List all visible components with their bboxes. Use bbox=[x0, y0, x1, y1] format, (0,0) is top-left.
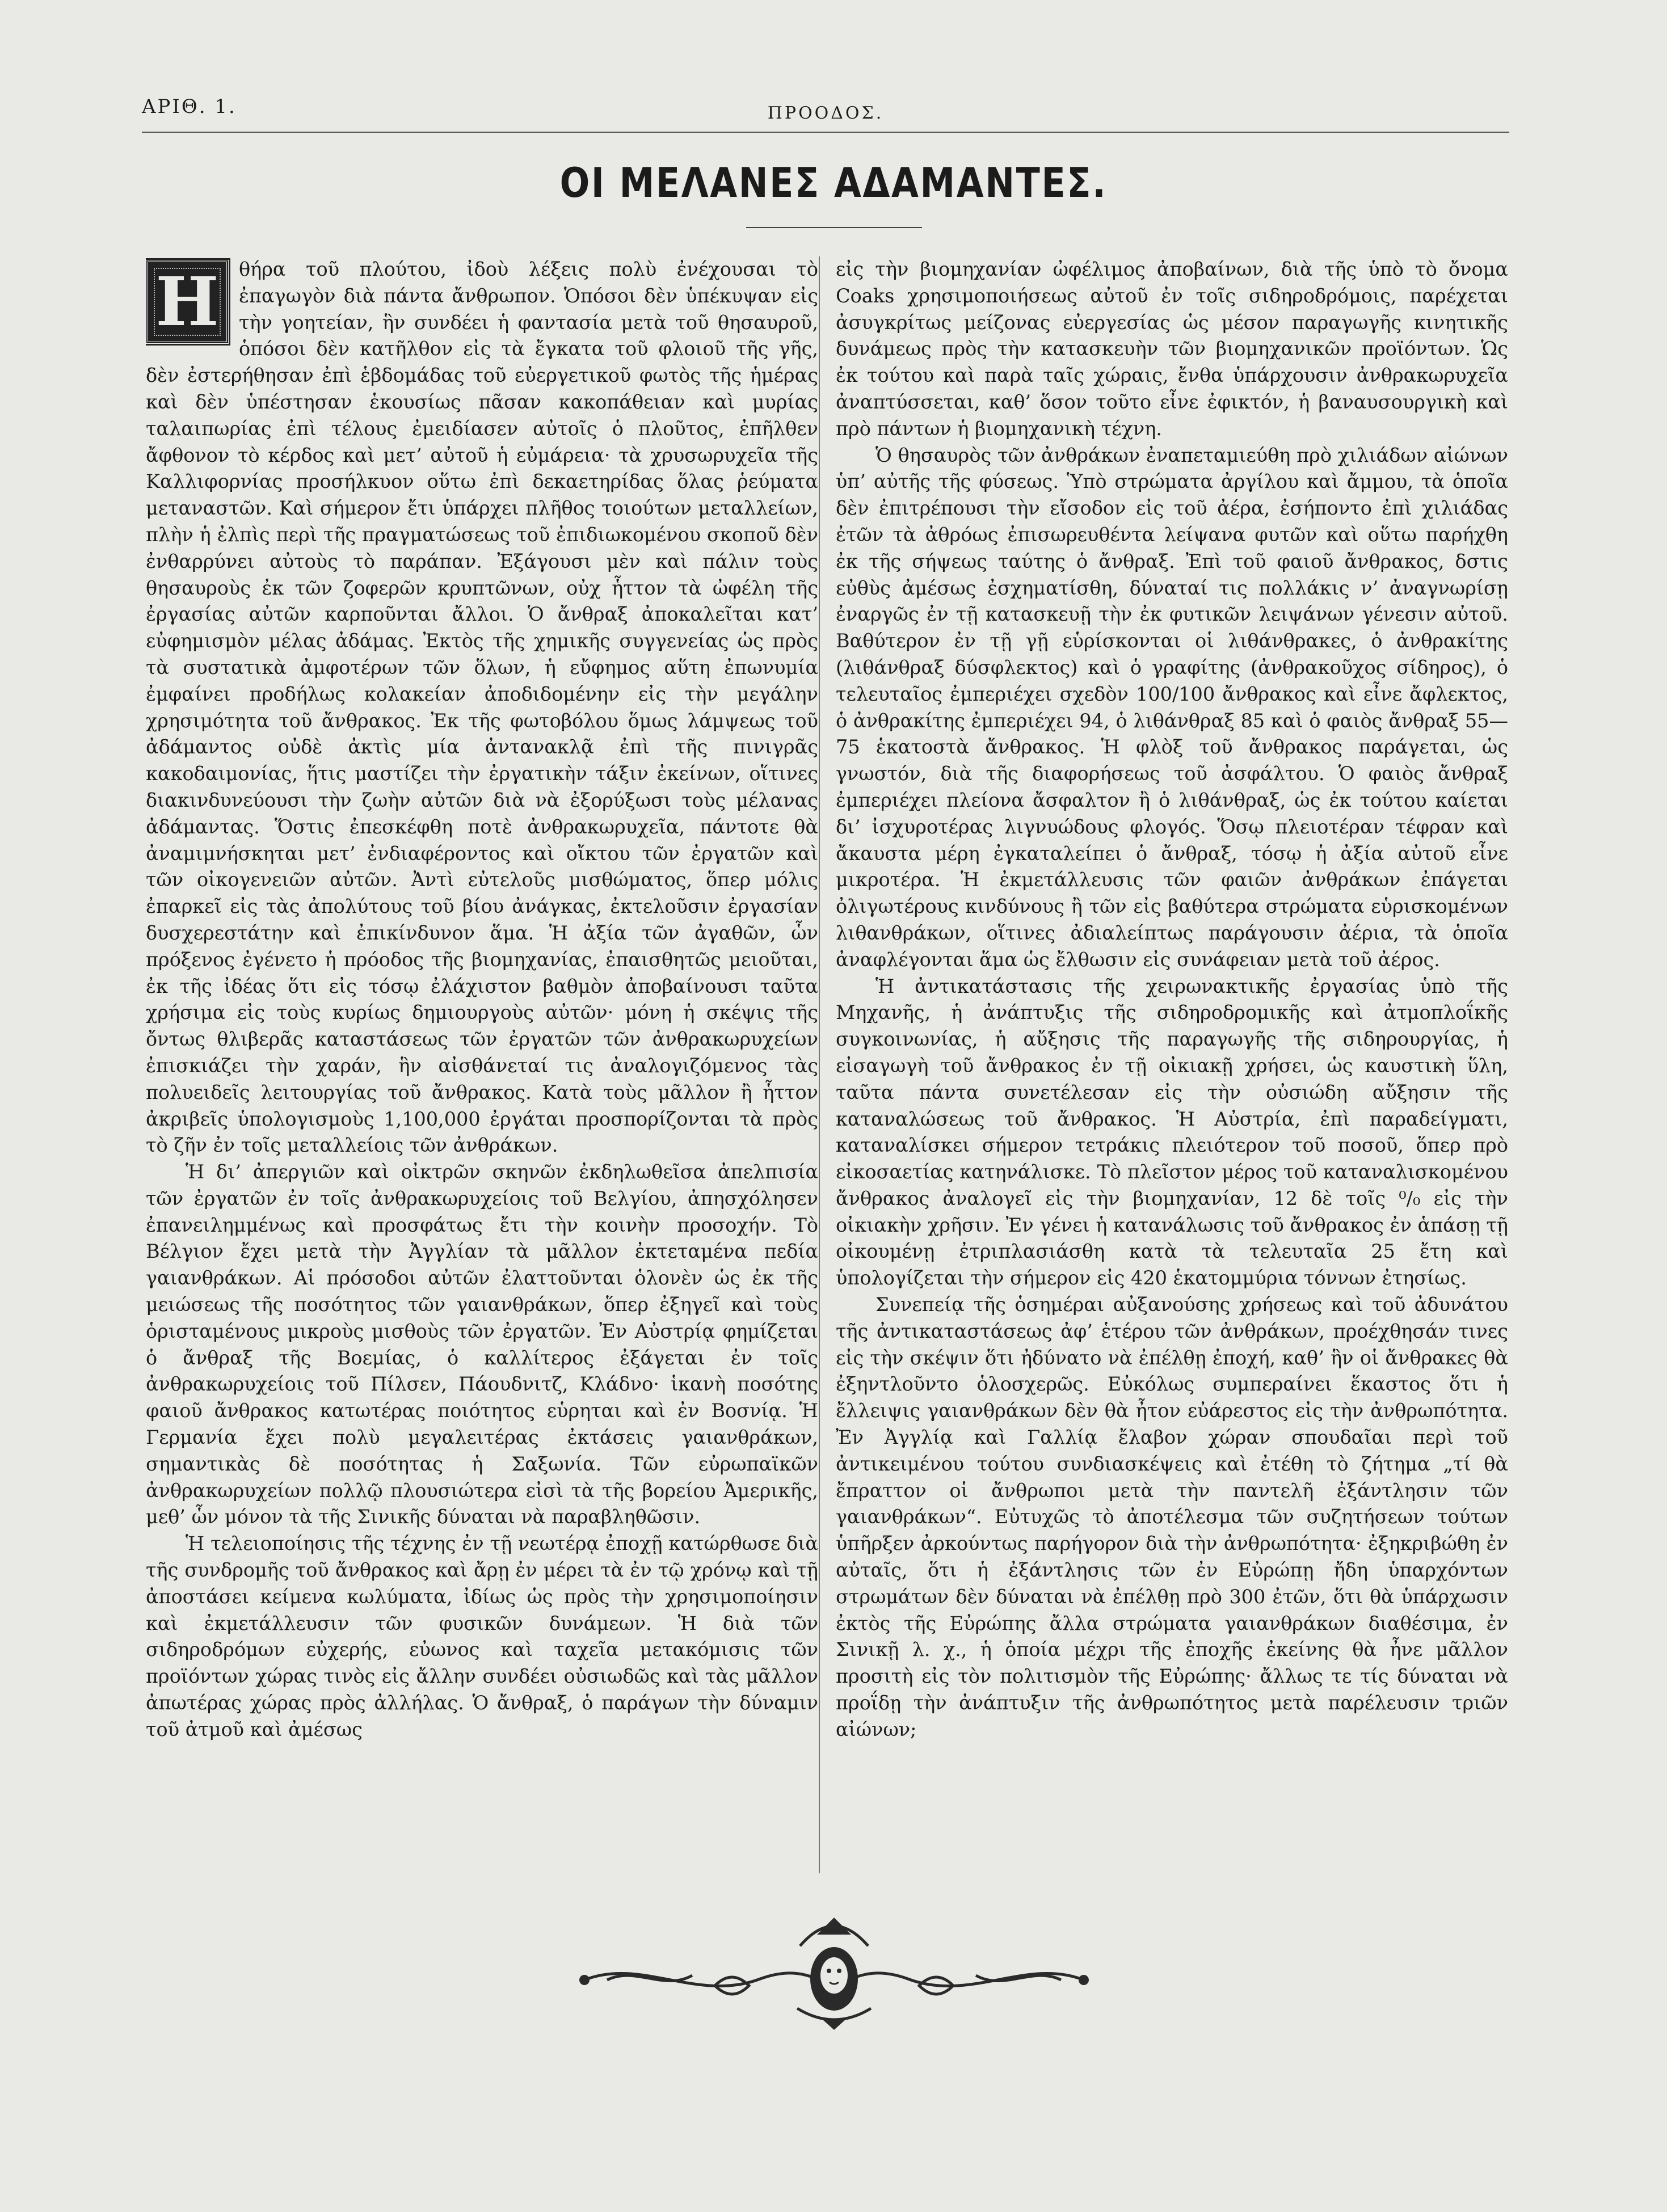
page-header bbox=[142, 84, 1509, 129]
running-head: ΠΡΟΟΔΟΣ. bbox=[767, 103, 884, 123]
left-paragraph-1-text: θήρα τοῦ πλούτου, ἰδοὺ λέξεις πολὺ ἐνέχουσαι τὸ ἐπαγωγὸν διὰ πάντα ἄνθρωπον. Ὁπόσοι δὲν ὑπέκυψαν εἰς τὴν γοητείαν, ἣν συνδέει ἡ φαντασία μετὰ τοῦ θησαυροῦ, ὁπόσοι δὲν κατῆλθον εἰς τὰ ἔγκατα τοῦ φλοιοῦ τῆς γῆς, δὲν ἐστερήθησαν ἐπὶ ἑβδομάδας τοῦ εὐεργετικοῦ φωτὸς τῆς ἡμέρας καὶ δὲν ὑπέστησαν ἑκουσίως πᾶσαν κακοπάθειαν καὶ μυρίας ταλαιπωρίας ἐπὶ τέλους ἐμειδίασεν αὐτοῖς ὁ πλοῦτος, ἐπῆλθεν ἄφθονον τὸ κέρδος καὶ μετ’ αὐτοῦ ἡ εὐμάρεια· τὰ χρυσωρυχεῖα τῆς Καλλιφορνίας προσήλκυον οὕτω ἐπὶ δεκαετηρίδας ὅλας ῥεύματα μεταναστῶν. Καὶ σήμερον ἔτι ὑπάρχει πλῆθος τοιούτων μεταλλείων, πλὴν ἡ ἐλπὶς περὶ τῆς πραγματώσεως τοῦ ἐπιδιωκομένου σκοποῦ δὲν ἐνθαρρύνει αὐτοὺς τὸ παράπαν. Ἐξάγουσι μὲν καὶ πάλιν τοὺς θησαυροὺς ἐκ τῶν ζοφερῶν κρυπτῶνων, οὐχ ἧττον τὰ ὠφέλη τῆς ἐργασίας αὐτῶν καρποῦνται ἄλλοι. Ὁ ἄνθραξ ἀποκαλεῖται κατ’ εὐφημισμὸν μέλας ἀδάμας. Ἐκτὸς τῆς χημικῆς συγγενείας ὡς πρὸς τὰ συστατικὰ ἀμφοτέρων τῶν ὅλων, ἡ εὔφημος αὕτη ἐπωνυμία ἐμφαίνει προδήλως κολακείαν ἀποδιδομένην εἰς τὴν μεγάλην χρησιμότητα τοῦ ἄνθρακος. Ἐκ τῆς φωτοβόλου ὅμως λάμψεως τοῦ ἀδάμαντος οὐδὲ ἀκτὶς μία ἀντανακλᾷ ἐπὶ τῆς πινιγρᾶς κακοδαιμονίας, ἥτις μαστίζει τὴν ἐργατικὴν τάξιν ἐκείνων, οἵτινες διακινδυνεύουσι τὴν ζωὴν αὐτῶν διὰ νὰ ἐξορύξωσι τοὺς μέλανας ἀδάμαντας. Ὅστις ἐπεσκέφθη ποτὲ ἀνθρακωρυχεῖα, πάντοτε θὰ ἀναμιμνήσκηται μετ’ ἐνδιαφέροντος καὶ οἴκτου τῶν ἐργατῶν καὶ τῶν οἰκογενειῶν αὐτῶν. Ἀντὶ εὐτελοῦς μισθώματος, ὅπερ μόλις ἐπαρκεῖ εἰς τὰς ἀπολύτους τοῦ βίου ἀνάγκας, ἐκτελοῦσιν ἐργασίαν δυσχερεστάτην καὶ ἐπικίνδυνον ἅμα. Ἡ ἀξία τῶν ἀγαθῶν, ὧν πρόξενος ἐγένετο ἡ πρόοδος τῆς βιομηχανίας, ἐπαισθητῶς μειοῦται, ἐκ τῆς ἰδέας ὅτι εἰς τόσῳ ἐλάχιστον βαθμὸν ἀποβαίνουσι ταῦτα χρήσιμα εἰς τοὺς κυρίως δημιουργοὺς αὐτῶν· μόνη ἡ σκέψις τῆς ὄντως θλιβερᾶς καταστάσεως τῶν ἐργατῶν τῶν ἀνθρακωρυχείων ἐπισκιάζει τὴν χαράν, ἣν αἰσθάνεταί τις ἀναλογιζόμενος τὰς πολυειδεῖς λειτουργίας τοῦ ἄνθρακος. Κατὰ τοὺς μᾶλλον ἢ ἧττον ἀκριβεῖς ὑπολογισμοὺς 1,100,000 ἐργάται προσπορίζονται τὰ πρὸς τὸ ζῆν ἐν τοῖς μεταλλείοις τῶν ἀνθράκων. bbox=[146, 258, 818, 1157]
header-rule bbox=[142, 132, 1509, 133]
issue-number: ΑΡΙΘ. 1. bbox=[142, 95, 237, 118]
left-paragraph-3: Ἡ τελειοποίησις τῆς τέχνης ἐν τῇ νεωτέρᾳ ἐποχῇ κατώρθωσε διὰ τῆς συνδρομῆς τοῦ ἄνθρακος καὶ ἄρῃ ἐν μέρει τὰ ἐν τῷ χρόνῳ καὶ τῇ ἀποστάσει κείμενα κωλύματα, ἰδίως ὡς πρὸς τὴν χρησιμοποίησιν καὶ ἐκμετάλλευσιν τῶν φυσικῶν δυνάμεων. Ἡ διὰ τῶν σιδηροδρόμων εὐχερής, εὐωνος καὶ ταχεῖα μετακόμισις τῶν προϊόντων χώρας τινὸς εἰς ἄλλην συνδέει οὐσιωδῶς καὶ τὰς μᾶλλον ἀπωτέρας χώρας πρὸς ἀλλήλας. Ὁ ἄνθραξ, ὁ παράγων τὴν δύναμιν τοῦ ἀτμοῦ καὶ ἀμέσως bbox=[146, 1532, 818, 1741]
column-divider bbox=[819, 256, 820, 1873]
right-paragraph-4: Συνεπείᾳ τῆς ὁσημέραι αὐξανούσης χρήσεως καὶ τοῦ ἀδυνάτου τῆς ἀντικαταστάσεως ἀφ’ ἑτέρου τῶν ἀνθράκων, προέχθησάν τινες εἰς τὴν σκέψιν ὅτι ἠδύνατο νὰ ἐπέλθῃ ἐποχή, καθ’ ἣν οἱ ἄνθρακες θὰ ἐξηντλοῦντο ὁλοσχερῶς. Εὐκόλως συμπεραίνει ἕκαστος ὅτι ἡ ἔλλειψις γαιανθράκων δὲν θὰ ἦτον εὐάρεστος εἰς τὴν ἀνθρωπότητα. Ἐν Ἀγγλίᾳ καὶ Γαλλίᾳ ἔλαβον χώραν σπουδαῖαι περὶ τοῦ ἀντικειμένου τούτου συνδιασκέψεις καὶ ἐτέθη τὸ ζήτημα „τί θὰ ἔπραττον οἱ ἄνθρωποι μετὰ τὴν παντελῆ ἐξάντλησιν τῶν γαιανθράκων“. Εὐτυχῶς τὸ ἀποτέλεσμα τῶν συζητήσεων τούτων ὑπῆρξεν ἀρκούντως παρήγορον διὰ τὴν ἀνθρωπότητα· ἐξηκριβώθη ἐν αὐταῖς, ὅτι ἡ ἐξάντλησις τῶν ἐν Εὐρώπῃ ἤδη ὑπαρχόντων στρωμάτων δὲν δύναται νὰ ἐπέλθῃ πρὸ 300 ἐτῶν, ὅτι θὰ ὑπάρχωσιν ἐκτὸς τῆς Εὐρώπης ἄλλα στρώματα γαιανθράκων διαθέσιμα, ἐν Σινικῇ λ. χ., ἡ ὁποία μέχρι τῆς ἐποχῆς ἐκείνης θὰ ἦνε μᾶλλον προσιτὴ εἰς τὸν πολιτισμὸν τῆς Εὐρώπης· ἄλλως τε τίς δύναται νὰ προΐδῃ τὴν ἀνάπτυξιν τῆς ἀνθρωπότητος μετὰ παρέλευσιν τριῶν αἰώνων; bbox=[836, 1294, 1508, 1741]
article-title: ΟΙ ΜΕΛΑΝΕΣ ΑΔΑΜΑΝΤΕΣ. bbox=[559, 159, 1108, 207]
right-column bbox=[836, 256, 1508, 1879]
left-paragraph-2: Ἡ δι’ ἀπεργιῶν καὶ οἰκτρῶν σκηνῶν ἐκδηλωθεῖσα ἀπελπισία τῶν ἐργατῶν ἐν τοῖς ἀνθρακωρυχείοις τοῦ Βελγίου, ἀπησχόλησεν ἐπανειλημμένως καὶ προσφάτως ἔτι τὴν κοινὴν προσοχήν. Τὸ Βέλγιον ἔχει μετὰ τὴν Ἀγγλίαν τὰ μᾶλλον ἐκτεταμένα πεδία γαιανθράκων. Αἱ πρόσοδοι αὐτῶν ἐλαττοῦνται ὁλονὲν ὡς ἐκ τῆς μειώσεως τῆς ποσότητος τῶν γαιανθράκων, ὅπερ ἐξηγεῖ καὶ τοὺς ὁρισταμένους μικροὺς μισθοὺς τῶν ἐργατῶν. Ἐν Αὐστρίᾳ φημίζεται ὁ ἄνθραξ τῆς Βοεμίας, ὁ καλλίτερος ἐξάγεται ἐν τοῖς ἀνθρακωρυχείοις τοῦ Πίλσεν, Πάουδνιτζ, Κλάδνο· ἱκανὴ ποσότης φαιοῦ ἄνθρακος κατωτέρας ποιότητος εὑρηται καὶ ἐν Βοσνίᾳ. Ἡ Γερμανία ἔχει πολὺ μεγαλειτέρας ἐκτάσεις γαιανθράκων, σημαντικὰς δὲ ποσότητας ἡ Σαξωνία. Τῶν εὐρωπαϊκῶν ἀνθρακωρυχείων πολλῷ πλουσιώτερα εἰσὶ τὰ τῆς βορείου Ἀμερικῆς, μεθ’ ὧν μόνον τὰ τῆς Σινικῆς δύναται νὰ παραβληθῶσιν. bbox=[146, 1161, 818, 1528]
right-paragraph-1: εἰς τὴν βιομηχανίαν ὠφέλιμος ἀποβαίνων, διὰ τῆς ὑπὸ τὸ ὄνομα Coaks χρησιμοποιήσεως αὐτοῦ ἐν τοῖς σιδηροδρόμοις, παρέχεται ἀσυγκρίτως μείζονας εὐεργεσίας ὡς μέσον παραγωγῆς κινητικῆς δυνάμεως πρὸς τὴν κατασκευὴν τῶν βιομηχανικῶν προϊόντων. Ὡς ἐκ τούτου καὶ παρὰ ταῖς χώραις, ἔνθα ὑπάρχουσιν ἀνθρακωρυχεῖα ἀναπτύσσεται, καθ’ ὅσον τοῦτο εἶνε ἐφικτόν, ἡ βαναυσουργικὴ καὶ πρὸ πάντων ἡ βιομηχανικὴ τέχνη. bbox=[836, 258, 1508, 440]
right-paragraph-2: Ὁ θησαυρὸς τῶν ἀνθράκων ἐναπεταμιεύθη πρὸ χιλιάδων αἰώνων ὑπ’ αὐτῆς τῆς φύσεως. Ὑπὸ στρώματα ἀργίλου καὶ ἄμμου, τὰ ὁποῖα δὲν ἐπιτρέπουσι τὴν εἴσοδον εἰς τοῦ ἀέρα, ἐσήποντο ἐπὶ χιλιάδας ἐτῶν τὰ ἀθρόως ἐπισωρευθέντα λείψανα φυτῶν καὶ οὕτω παρήχθη ἐκ τῆς σήψεως ταύτης ὁ ἄνθραξ. Ἐπὶ τοῦ φαιοῦ ἄνθρακος, δστις εὐθὺς ἀμέσως ἐσχηματίσθη, δύναταί τις πολλάκις ν’ ἀναγνωρίσῃ ἐναργῶς ἐν τῇ κατασκευῇ τὴν ἐκ φυτικῶν λειψάνων γένεσιν αὐτοῦ. Βαθύτερον ἐν τῇ γῇ εὑρίσκονται οἱ λιθάνθρακες, ὁ ἀνθρακίτης (λιθάνθραξ δύσφλεκτος) καὶ ὁ γραφίτης (ἀνθρακοῦχος σίδηρος), ὁ τελευταῖος ἐμπεριέχει σχεδὸν 100/100 ἄνθρακος καὶ εἶνε ἄφλεκτος, ὁ ἀνθρακίτης ἐμπεριέχει 94, ὁ λιθάνθραξ 85 καὶ ὁ φαιὸς ἄνθραξ 55—75 ἑκατοστὰ ἄνθρακος. Ἡ φλὸξ τοῦ ἄνθρακος παράγεται, ὡς γνωστόν, διὰ τῆς διαφορήσεως τοῦ ἀσφάλτου. Ὁ φαιὸς ἄνθραξ ἐμπεριέχει πλείονα ἄσφαλτον ἢ ὁ λιθάνθραξ, ὡς ἐκ τούτου καίεται δι’ ἰσχυροτέρας λιγνυώδους φλογός. Ὅσῳ πλειοτέραν τέφραν καὶ ἄκαυστα μέρη ἐγκαταλείπει ὁ ἄνθραξ, τόσῳ ἡ ἀξία αὐτοῦ εἶνε μικροτέρα. Ἡ ἐκμετάλλευσις τῶν φαιῶν ἀνθράκων ἐπάγεται ὀλιγωτέρους κινδύνους ἢ τῶν εἰς βαθύτερα στρώματα εὑρισκομένων λιθανθράκων, οἵτινες ἀδιαλείπτως παράγουσιν ἀέρια, τὰ ὁποῖα ἀναφλέγονται ἅμα ὡς ἔλθωσιν εἰς συνάφειαν μετὰ τοῦ ἀέρος. bbox=[836, 444, 1508, 971]
left-column bbox=[146, 256, 818, 1879]
tailpiece-ornament-icon bbox=[573, 1912, 1095, 2031]
title-rule bbox=[746, 227, 922, 228]
drop-cap-letter: Η bbox=[146, 260, 229, 344]
right-paragraph-3: Ἡ ἀντικατάστασις τῆς χειρωνακτικῆς ἐργασίας ὑπὸ τῆς Μηχανῆς, ἡ ἀνάπτυξις τῆς σιδηροδρομικῆς καὶ ἀτμοπλοΐκῆς συγκοινωνίας, ἡ αὔξησις τῆς παραγωγῆς τῆς σιδηρουργίας, ἡ εἰσαγωγὴ τοῦ ἄνθρακος ἐν τῇ οἰκιακῇ χρήσει, ὡς καυστικὴ ὕλη, ταῦτα πάντα συνετέλεσαν εἰς τὴν οὐσιώδη αὔξησιν τῆς καταναλώσεως τοῦ ἄνθρακος. Ἡ Αὐστρία, ἐπὶ παραδείγματι, καταναλίσκει σήμερον τετράκις πλειότερον τοῦ ποσοῦ, ὅπερ πρὸ εἰκοσαετίας κατηνάλισκε. Τὸ πλεῖστον μέρος τοῦ καταναλισκομένου ἄνθρακος ἀναλογεῖ εἰς τὴν βιομηχανίαν, 12 δὲ τοῖς ⁰/₀ εἰς τὴν οἰκιακὴν χρῆσιν. Ἐν γένει ἡ κατανάλωσις τοῦ ἄνθρακος ἐν ἁπάσῃ τῇ οἰκουμένῃ ἐτριπλασιάσθη κατὰ τὰ τελευταῖα 25 ἔτη καὶ ὑπολογίζεται τὴν σήμερον εἰς 420 ἑκατομμύρια τόννων ἐτησίως. bbox=[836, 975, 1508, 1290]
left-paragraph-1 bbox=[146, 256, 818, 1159]
